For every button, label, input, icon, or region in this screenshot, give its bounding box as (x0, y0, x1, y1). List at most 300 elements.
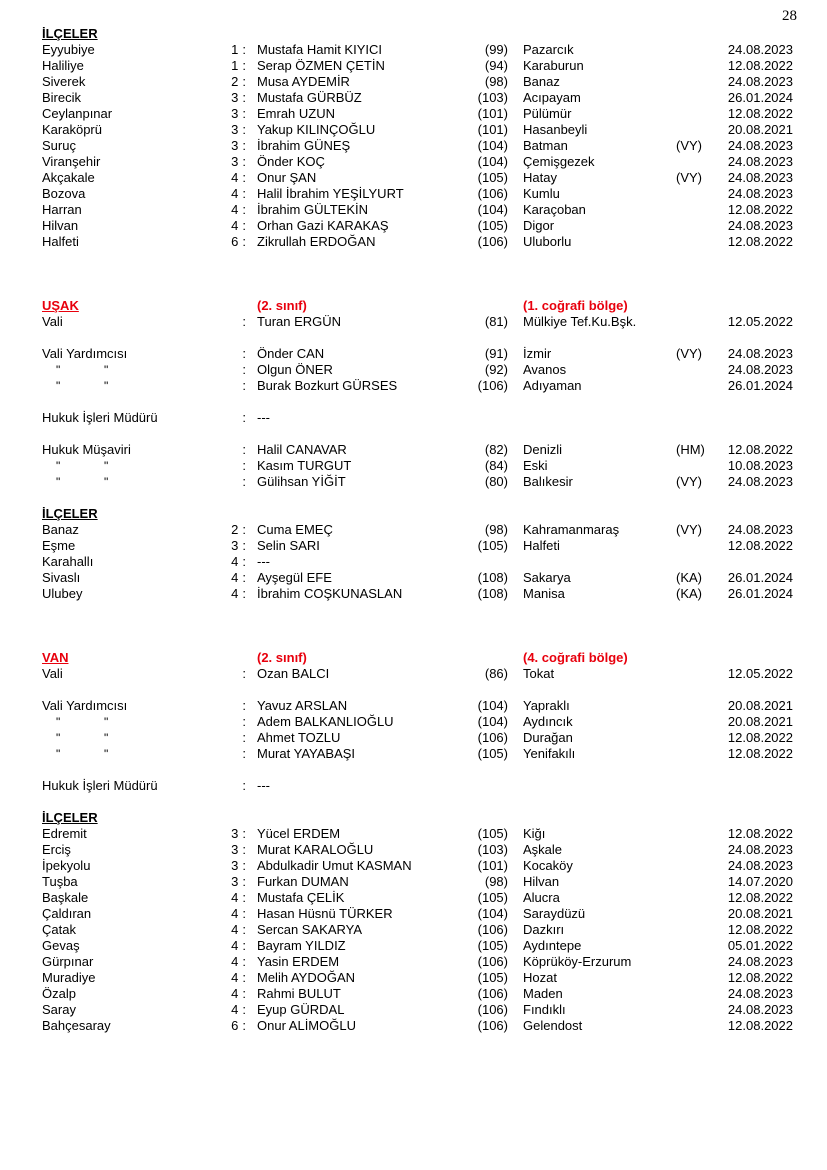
seniority-number: (81) (484, 314, 508, 329)
appointment-date: 12.08.2022 (727, 538, 793, 553)
seniority-number: (84) (484, 458, 508, 473)
district-name: Çaldıran (42, 906, 92, 921)
colon: : (242, 58, 246, 73)
previous-post: Batman (523, 138, 568, 153)
colon: : (242, 138, 246, 153)
class-number: 4 (231, 970, 239, 985)
previous-post: Yapraklı (523, 698, 570, 713)
ditto-mark: " (104, 731, 109, 745)
previous-post: Uluborlu (523, 234, 572, 249)
district-name: Başkale (42, 890, 89, 905)
colon: : (242, 858, 246, 873)
district-name: Bahçesaray (42, 1018, 111, 1033)
hukuk-musaviri-row (0, 442, 827, 458)
appointment-date: 24.08.2023 (727, 186, 793, 201)
colon: : (242, 570, 246, 585)
class-number: 1 (231, 58, 239, 73)
district-name: Viranşehir (42, 154, 101, 169)
previous-post: Aşkale (523, 842, 563, 857)
district-row (0, 218, 827, 234)
ditto-mark: " (104, 715, 109, 729)
appointment-date: 24.08.2023 (727, 986, 793, 1001)
officer-name: Turan ERGÜN (257, 314, 342, 329)
officer-name: İbrahim COŞKUNASLAN (257, 586, 403, 601)
section-title: İLÇELER (42, 506, 98, 521)
officer-name: Adem BALKANLIOĞLU (257, 714, 394, 729)
officer-name: Mustafa Hamit KIYICI (257, 42, 382, 57)
class-number: 3 (231, 826, 239, 841)
officer-name: İbrahim GÜLTEKİN (257, 202, 369, 217)
previous-post: Aydıncık (523, 714, 573, 729)
officer-name: --- (257, 410, 270, 425)
class-and-colon (150, 890, 246, 906)
previous-post: Kocaköy (523, 858, 573, 873)
appointment-date: 12.08.2022 (727, 922, 793, 937)
district-name: Harran (42, 202, 82, 217)
previous-post: Hozat (523, 970, 557, 985)
colon: : (242, 554, 246, 569)
section-title: İLÇELER (42, 810, 98, 825)
colon: : (242, 202, 246, 217)
class-and-colon (150, 954, 246, 970)
province-class-note: (2. sınıf) (257, 298, 307, 313)
seniority-number: (105) (477, 890, 508, 905)
district-row (0, 170, 827, 186)
seniority-number: (105) (477, 746, 508, 761)
class-and-colon (150, 842, 246, 858)
colon: : (242, 346, 246, 361)
officer-name: Yücel ERDEM (257, 826, 341, 841)
previous-post: Karaçoban (523, 202, 586, 217)
colon: : (242, 970, 246, 985)
previous-post: Banaz (523, 74, 560, 89)
class-and-colon (150, 106, 246, 122)
district-name: Halfeti (42, 234, 79, 249)
hukuk-isleri-muduru-row (0, 778, 827, 794)
hukuk-musaviri-row (0, 458, 827, 474)
appointment-date: 26.01.2024 (727, 586, 793, 601)
previous-post: Maden (523, 986, 563, 1001)
seniority-number: (106) (477, 1018, 508, 1033)
district-name: Gürpınar (42, 954, 94, 969)
seniority-number: (106) (477, 730, 508, 745)
appointment-date: 24.08.2023 (727, 138, 793, 153)
appointment-date: 24.08.2023 (727, 858, 793, 873)
previous-post: Yenifakılı (523, 746, 576, 761)
officer-name: Halil CANAVAR (257, 442, 347, 457)
ditto-mark: " (104, 379, 109, 393)
province-header (0, 298, 827, 314)
districts-section-title (0, 506, 827, 522)
officer-name: İbrahim GÜNEŞ (257, 138, 351, 153)
district-row (0, 826, 827, 842)
seniority-number: (108) (477, 570, 508, 585)
seniority-number: (104) (477, 714, 508, 729)
officer-name: Olgun ÖNER (257, 362, 333, 377)
class-and-colon (150, 874, 246, 890)
class-number: 6 (231, 1018, 239, 1033)
district-row (0, 874, 827, 890)
seniority-number: (82) (484, 442, 508, 457)
seniority-number: (104) (477, 906, 508, 921)
appointment-date: 24.08.2023 (727, 42, 793, 57)
province-header (0, 650, 827, 666)
appointment-date: 05.01.2022 (727, 938, 793, 953)
colon: : (242, 106, 246, 121)
colon: : (242, 1002, 246, 1017)
officer-name: Ahmet TOZLU (257, 730, 341, 745)
seniority-number: (103) (477, 90, 508, 105)
class-and-colon (150, 906, 246, 922)
seniority-number: (106) (477, 234, 508, 249)
class-number: 4 (231, 986, 239, 1001)
seniority-number: (86) (484, 666, 508, 681)
ditto-mark: " (56, 363, 61, 377)
district-name: Özalp (42, 986, 76, 1001)
colon: : (242, 890, 246, 905)
district-name: Tuşba (42, 874, 78, 889)
class-number: 2 (231, 522, 239, 537)
appointment-date: 24.08.2023 (727, 154, 793, 169)
class-number: 4 (231, 890, 239, 905)
class-and-colon (150, 346, 246, 362)
district-row (0, 938, 827, 954)
colon: : (242, 666, 246, 681)
officer-name: Yakup KILINÇOĞLU (257, 122, 376, 137)
province-region-note: (4. coğrafi bölge) (523, 650, 628, 665)
district-name: Hilvan (42, 218, 79, 233)
seniority-number: (98) (484, 522, 508, 537)
seniority-number: (101) (477, 122, 508, 137)
role-label: Vali Yardımcısı (42, 346, 128, 361)
status-tag: (VY) (676, 522, 702, 537)
district-name: Akçakale (42, 170, 95, 185)
district-row (0, 154, 827, 170)
appointment-date: 26.01.2024 (727, 90, 793, 105)
status-tag: (KA) (676, 570, 702, 585)
seniority-number: (105) (477, 970, 508, 985)
seniority-number: (92) (484, 362, 508, 377)
officer-name: Önder CAN (257, 346, 325, 361)
seniority-number: (98) (484, 74, 508, 89)
previous-post: Pazarcık (523, 42, 574, 57)
previous-post: Hasanbeyli (523, 122, 588, 137)
colon: : (242, 410, 246, 425)
class-and-colon (150, 666, 246, 682)
district-name: Erciş (42, 842, 71, 857)
province-class-note: (2. sınıf) (257, 650, 307, 665)
officer-name: Ayşegül EFE (257, 570, 332, 585)
colon: : (242, 778, 246, 793)
district-name: Sivaslı (42, 570, 81, 585)
ditto-mark: " (104, 747, 109, 761)
district-row (0, 234, 827, 250)
district-row (0, 842, 827, 858)
district-row (0, 1018, 827, 1034)
seniority-number: (105) (477, 170, 508, 185)
officer-name: Yasin ERDEM (257, 954, 340, 969)
colon: : (242, 218, 246, 233)
previous-post: Kumlu (523, 186, 560, 201)
appointment-date: 24.08.2023 (727, 522, 793, 537)
role-label: Hukuk İşleri Müdürü (42, 778, 158, 793)
colon: : (242, 954, 246, 969)
colon: : (242, 122, 246, 137)
appointment-date: 26.01.2024 (727, 378, 793, 393)
seniority-number: (101) (477, 858, 508, 873)
appointment-date: 24.08.2023 (727, 1002, 793, 1017)
status-tag: (VY) (676, 474, 702, 489)
previous-post: Alucra (523, 890, 560, 905)
colon: : (242, 538, 246, 553)
class-number: 3 (231, 874, 239, 889)
previous-post: Kahramanmaraş (523, 522, 620, 537)
district-name: Ceylanpınar (42, 106, 113, 121)
class-and-colon (150, 90, 246, 106)
ditto-mark: " (56, 379, 61, 393)
appointment-date: 20.08.2021 (727, 906, 793, 921)
officer-name: Emrah UZUN (257, 106, 336, 121)
role-label: Vali (42, 314, 63, 329)
colon: : (242, 938, 246, 953)
class-and-colon (150, 410, 246, 426)
officer-name: Mustafa GÜRBÜZ (257, 90, 362, 105)
class-and-colon (150, 1018, 246, 1034)
district-name: Edremit (42, 826, 87, 841)
role-label: Hukuk Müşaviri (42, 442, 131, 457)
class-number: 4 (231, 938, 239, 953)
status-tag: (VY) (676, 346, 702, 361)
hukuk-musaviri-row (0, 474, 827, 490)
class-number: 6 (231, 234, 239, 249)
class-and-colon (150, 698, 246, 714)
district-row (0, 586, 827, 602)
seniority-number: (106) (477, 954, 508, 969)
previous-post: Hatay (523, 170, 557, 185)
vali-yardimcisi-row (0, 746, 827, 762)
appointment-date: 24.08.2023 (727, 362, 793, 377)
appointment-date: 24.08.2023 (727, 474, 793, 489)
class-number: 4 (231, 218, 239, 233)
previous-post: Çemişgezek (523, 154, 595, 169)
seniority-number: (105) (477, 218, 508, 233)
colon: : (242, 730, 246, 745)
province-name: VAN (42, 650, 69, 665)
class-number: 4 (231, 906, 239, 921)
appointment-date: 12.08.2022 (727, 58, 793, 73)
class-number: 3 (231, 858, 239, 873)
seniority-number: (99) (484, 42, 508, 57)
status-tag: (VY) (676, 138, 702, 153)
appointment-date: 12.05.2022 (727, 666, 793, 681)
ditto-mark: " (104, 459, 109, 473)
appointment-date: 10.08.2023 (727, 458, 793, 473)
previous-post: Durağan (523, 730, 573, 745)
district-row (0, 522, 827, 538)
previous-post: Fındıklı (523, 1002, 566, 1017)
officer-name: Mustafa ÇELİK (257, 890, 345, 905)
colon: : (242, 922, 246, 937)
district-row (0, 1002, 827, 1018)
colon: : (242, 842, 246, 857)
colon: : (242, 170, 246, 185)
appointment-date: 24.08.2023 (727, 954, 793, 969)
district-name: Çatak (42, 922, 76, 937)
class-number: 2 (231, 74, 239, 89)
previous-post: Pülümür (523, 106, 572, 121)
colon: : (242, 826, 246, 841)
officer-name: Musa AYDEMİR (257, 74, 350, 89)
class-and-colon (150, 42, 246, 58)
district-row (0, 106, 827, 122)
vali-row (0, 314, 827, 330)
colon: : (242, 362, 246, 377)
class-and-colon (150, 1002, 246, 1018)
officer-name: Halil İbrahim YEŞİLYURT (257, 186, 404, 201)
class-number: 4 (231, 202, 239, 217)
class-and-colon (150, 938, 246, 954)
seniority-number: (80) (484, 474, 508, 489)
district-row (0, 538, 827, 554)
seniority-number: (108) (477, 586, 508, 601)
class-number: 3 (231, 90, 239, 105)
class-number: 3 (231, 538, 239, 553)
hukuk-isleri-muduru-row (0, 410, 827, 426)
previous-post: Karaburun (523, 58, 584, 73)
seniority-number: (94) (484, 58, 508, 73)
officer-name: Burak Bozkurt GÜRSES (257, 378, 398, 393)
previous-post: Kiğı (523, 826, 546, 841)
appointment-date: 12.08.2022 (727, 970, 793, 985)
previous-post: Aydıntepe (523, 938, 582, 953)
colon: : (242, 186, 246, 201)
class-and-colon (150, 74, 246, 90)
class-and-colon (150, 378, 246, 394)
district-row (0, 986, 827, 1002)
class-and-colon (150, 538, 246, 554)
seniority-number: (101) (477, 106, 508, 121)
class-number: 4 (231, 922, 239, 937)
seniority-number: (106) (477, 1002, 508, 1017)
district-row (0, 186, 827, 202)
vali-yardimcisi-row (0, 698, 827, 714)
class-number: 3 (231, 106, 239, 121)
districts-section-title (0, 26, 827, 42)
appointment-date: 12.08.2022 (727, 730, 793, 745)
class-and-colon (150, 858, 246, 874)
appointment-date: 20.08.2021 (727, 122, 793, 137)
class-and-colon (150, 522, 246, 538)
previous-post: Mülkiye Tef.Ku.Bşk. (523, 314, 637, 329)
district-row (0, 554, 827, 570)
colon: : (242, 42, 246, 57)
appointment-date: 12.08.2022 (727, 1018, 793, 1033)
seniority-number: (104) (477, 154, 508, 169)
appointment-date: 12.08.2022 (727, 202, 793, 217)
officer-name: Sercan SAKARYA (257, 922, 363, 937)
class-and-colon (150, 154, 246, 170)
previous-post: Köprüköy-Erzurum (523, 954, 632, 969)
districts-section-title (0, 810, 827, 826)
seniority-number: (106) (477, 986, 508, 1001)
ditto-mark: " (56, 459, 61, 473)
role-label: Vali (42, 666, 63, 681)
colon: : (242, 986, 246, 1001)
class-number: 3 (231, 138, 239, 153)
seniority-number: (106) (477, 378, 508, 393)
class-number: 4 (231, 570, 239, 585)
colon: : (242, 378, 246, 393)
district-row (0, 922, 827, 938)
seniority-number: (106) (477, 186, 508, 201)
ditto-mark: " (104, 363, 109, 377)
class-number: 4 (231, 1002, 239, 1017)
class-number: 3 (231, 122, 239, 137)
previous-post: Balıkesir (523, 474, 573, 489)
district-name: Muradiye (42, 970, 96, 985)
officer-name: Selin SARI (257, 538, 320, 553)
district-name: Haliliye (42, 58, 84, 73)
seniority-number: (104) (477, 138, 508, 153)
seniority-number: (105) (477, 538, 508, 553)
district-name: İpekyolu (42, 858, 91, 873)
appointment-date: 24.08.2023 (727, 74, 793, 89)
district-name: Eyyubiye (42, 42, 95, 57)
district-name: Karaköprü (42, 122, 102, 137)
class-and-colon (150, 986, 246, 1002)
class-and-colon (150, 714, 246, 730)
previous-post: Sakarya (523, 570, 571, 585)
officer-name: Eyup GÜRDAL (257, 1002, 345, 1017)
previous-post: Eski (523, 458, 548, 473)
previous-post: Adıyaman (523, 378, 582, 393)
previous-post: Dazkırı (523, 922, 565, 937)
appointment-date: 12.08.2022 (727, 746, 793, 761)
class-and-colon (150, 234, 246, 250)
class-and-colon (150, 730, 246, 746)
district-row (0, 890, 827, 906)
class-and-colon (150, 474, 246, 490)
district-name: Birecik (42, 90, 82, 105)
class-number: 4 (231, 554, 239, 569)
seniority-number: (104) (477, 698, 508, 713)
officer-name: Murat YAYABAŞI (257, 746, 356, 761)
class-and-colon (150, 826, 246, 842)
colon: : (242, 442, 246, 457)
officer-name: Bayram YILDIZ (257, 938, 346, 953)
class-number: 3 (231, 154, 239, 169)
officer-name: Serap ÖZMEN ÇETİN (257, 58, 385, 73)
appointment-date: 12.08.2022 (727, 442, 793, 457)
colon: : (242, 874, 246, 889)
class-and-colon (150, 554, 246, 570)
district-row (0, 122, 827, 138)
officer-name: --- (257, 554, 270, 569)
seniority-number: (103) (477, 842, 508, 857)
class-and-colon (150, 570, 246, 586)
officer-name: Gülihsan YİĞİT (257, 474, 346, 489)
district-row (0, 906, 827, 922)
officer-name: Furkan DUMAN (257, 874, 349, 889)
class-and-colon (150, 970, 246, 986)
officer-name: --- (257, 778, 270, 793)
officer-name: Cuma EMEÇ (257, 522, 333, 537)
appointment-date: 12.08.2022 (727, 106, 793, 121)
appointment-date: 24.08.2023 (727, 842, 793, 857)
district-row (0, 570, 827, 586)
officer-name: Murat KARALOĞLU (257, 842, 374, 857)
vali-yardimcisi-row (0, 378, 827, 394)
